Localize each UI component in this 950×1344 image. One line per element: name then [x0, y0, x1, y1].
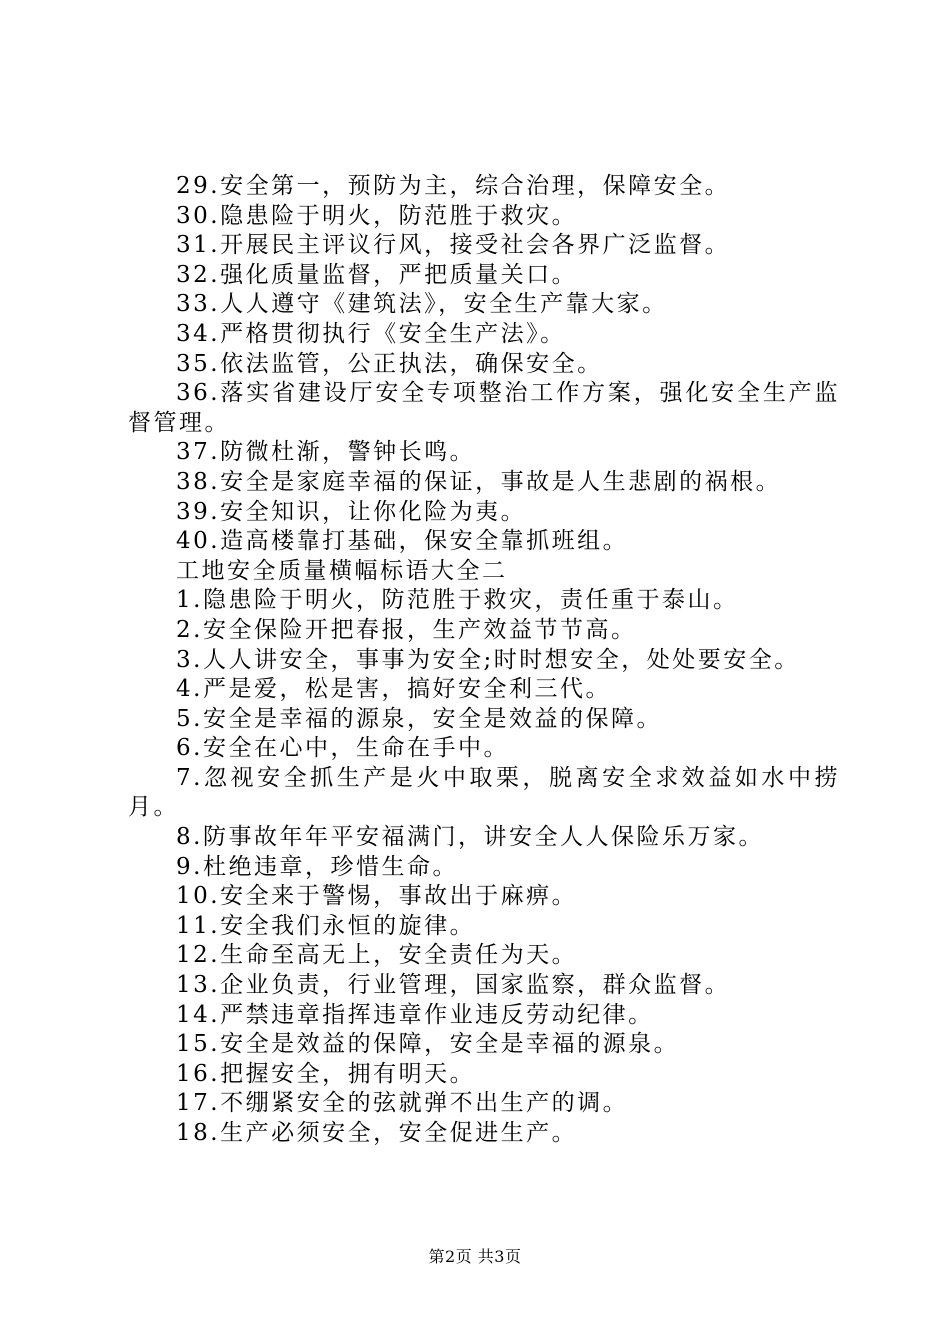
- slogan-12: 12.生命至高无上，安全责任为天。: [176, 942, 578, 969]
- slogan-10: 10.安全来于警惕，事故出于麻痹。: [176, 883, 578, 910]
- slogan-6: 6.安全在心中，生命在手中。: [176, 735, 509, 762]
- slogan-18: 18.生产必须安全，安全促进生产。: [176, 1120, 578, 1146]
- slogan-38: 38.安全是家庭幸福的保证，事故是人生悲剧的祸根。: [176, 468, 782, 495]
- slogan-33: 33.人人遵守《建筑法》，安全生产靠大家。: [176, 291, 668, 318]
- slogan-34: 34.严格贯彻执行《安全生产法》。: [176, 320, 566, 347]
- slogan-3: 3.人人讲安全，事事为安全;时时想安全，处处要安全。: [176, 646, 800, 673]
- slogan-16: 16.把握安全，拥有明天。: [176, 1060, 476, 1087]
- section-heading: 工地安全质量横幅标语大全二: [176, 557, 508, 584]
- page-footer: 第2页 共3页: [428, 1247, 522, 1266]
- slogan-11: 11.安全我们永恒的旋律。: [176, 912, 476, 939]
- slogan-39: 39.安全知识，让你化险为夷。: [176, 498, 527, 525]
- slogan-36: 36.落实省建设厅安全专项整治工作方案，强化安全生产监督管理。: [128, 380, 840, 436]
- slogan-7: 7.忽视安全抓生产是火中取栗，脱离安全求效益如水中捞月。: [128, 764, 840, 821]
- slogan-15: 15.安全是效益的保障，安全是幸福的源泉。: [176, 1031, 680, 1058]
- slogan-8: 8.防事故年年平安福满门，讲安全人人保险乐万家。: [176, 824, 764, 851]
- slogan-30: 30.隐患险于明火，防范胜于救灾。: [176, 202, 578, 229]
- slogan-37: 37.防微杜渐，警钟长鸣。: [176, 439, 476, 466]
- slogan-9: 9.杜绝违章，珍惜生命。: [176, 853, 458, 880]
- slogan-2: 2.安全保险开把春报，生产效益节节高。: [176, 616, 637, 643]
- slogan-13: 13.企业负责，行业管理，国家监察，群众监督。: [176, 972, 731, 999]
- slogan-35: 35.依法监管，公正执法，确保安全。: [176, 350, 603, 377]
- slogan-32: 32.强化质量监督，严把质量关口。: [176, 261, 578, 288]
- slogan-31: 31.开展民主评议行风，接受社会各界广泛监督。: [176, 232, 731, 259]
- slogan-40: 40.造高楼靠打基础，保安全靠抓班组。: [176, 528, 629, 555]
- slogan-5: 5.安全是幸福的源泉，安全是效益的保障。: [176, 705, 662, 732]
- slogan-14: 14.严禁违章指挥违章作业违反劳动纪律。: [176, 1001, 654, 1028]
- slogan-4: 4.严是爱，松是害，搞好安全利三代。: [176, 676, 611, 703]
- document-body: [128, 172, 840, 1149]
- slogan-17: 17.不绷紧安全的弦就弹不出生产的调。: [176, 1090, 629, 1117]
- slogan-29: 29.安全第一，预防为主，综合治理，保障安全。: [176, 173, 731, 199]
- slogan-1: 1.隐患险于明火，防范胜于救灾，责任重于泰山。: [176, 587, 739, 614]
